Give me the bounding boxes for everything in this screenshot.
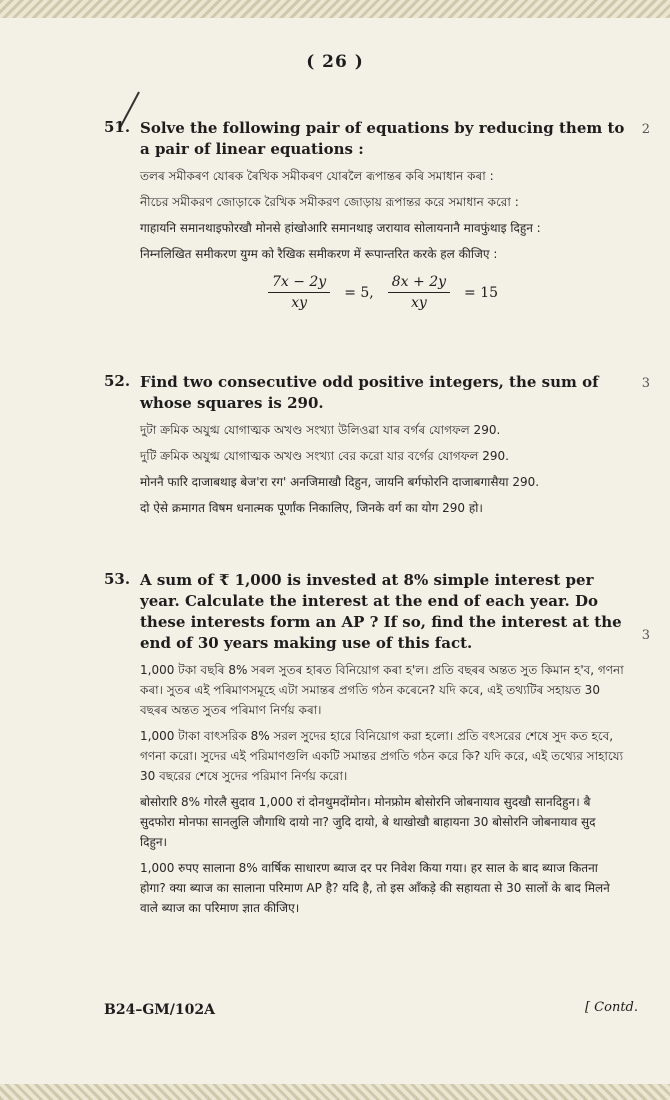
- translation-assamese: তলৰ সমীকৰণ যোৰক ৰৈখিক সমীকৰণ যোৰলৈ ৰূপান্তৰ কৰি সমাধান কৰা :: [140, 169, 494, 183]
- translation-assamese: দুটা ক্ৰমিক অযুগ্ম যোগাত্মক অখণ্ড সংখ্যা উলিওৱা যাৰ বৰ্গৰ যোগফল 290.: [140, 423, 501, 437]
- question-number: 51.: [104, 118, 131, 136]
- translation-bodo: गाहायनि समानथाइफोरखौ मोनसे हांखोआरि समानथाइ जरायाव सोलायनानै मावफुंथाइ दिहुन :: [140, 221, 541, 235]
- question-number: 52.: [104, 372, 131, 390]
- fraction-2: [388, 274, 450, 311]
- marks: 3: [641, 376, 650, 391]
- fraction-2-denominator: xy: [410, 295, 427, 311]
- translation-bengali: দুটি ক্রমিক অযুগ্ম যোগাত্মক অখণ্ড সংখ্যা বের করো যার বর্গের যোগফল 290.: [140, 449, 509, 463]
- fraction-1-denominator: xy: [291, 295, 307, 311]
- question-text-english: Find two consecutive odd positive integers, the sum of whose squares is 290.: [140, 373, 599, 412]
- paper-code: B24–GM/102A: [104, 1002, 215, 1018]
- fraction-1: [268, 274, 330, 311]
- question-number: 53.: [104, 570, 131, 588]
- translation-hindi: निम्नलिखित समीकरण युग्म को रैखिक समीकरण में रूपान्तरित करके हल कीजिए :: [140, 247, 498, 261]
- question-53: [104, 570, 650, 924]
- translation-bodo: बोसोरारि 8% गोरलै सुदाव 1,000 रां दोनथुमदोंमोन। मोनफ्रोम बोसोरनि जोबनायाव सुदखौ सानदिहुन। बै सुदफोरा मोनफा सानलुलि जौगाथि दायो ना? जुदि दायो, बे थाखोखौ बाहायना 30 बोसोरनि जोबनायाव सुद दिहुन।: [140, 795, 596, 849]
- marks: 2: [641, 122, 650, 137]
- equation-2-rhs: = 15: [464, 284, 499, 301]
- question-51: [104, 118, 650, 311]
- translation-hindi: 1,000 रुपए सालाना 8% वार्षिक साधारण ब्याज दर पर निवेश किया गया। हर साल के बाद ब्याज कितना होगा? क्या ब्याज का सालाना परिमाण AP है? यदि है, तो इस आँकड़े की सहायता से 30 सालों के बाद मिलने वाले ब्याज का परिमाण ज्ञात कीजिए।: [140, 861, 610, 915]
- question-text-english: A sum of ₹ 1,000 is invested at 8% simple interest per year. Calculate the interest at the end of each year. Do these interests form an AP ? If so, find the interest at the end of 30 years making use of this fact.: [140, 571, 622, 652]
- translation-bodo: मोननै फारि दाजाबथाइ बेज'रा रग' अनजिमाखौ दिहुन, जायनि बर्गफोरनि दाजाबगासैया 290.: [140, 475, 540, 489]
- fraction-2-numerator: 8x + 2y: [388, 274, 450, 293]
- translation-assamese: 1,000 টকা বছৰি 8% সৰল সুতৰ হাৰত বিনিয়োগ কৰা হ'ল। প্ৰতি বছৰৰ অন্তত সুত কিমান হ'ব, গণনা কৰা। সুতৰ এই পৰিমাণসমূহে এটা সমান্তৰ প্ৰগতি গঠন কৰেনে? যদি কৰে, এই তথ্যটিৰ সহায়ত 30 বছৰৰ অন্তত সুতৰ পৰিমাণ নিৰ্ণয় কৰা।: [140, 663, 624, 717]
- fraction-1-numerator: 7x − 2y: [268, 274, 330, 293]
- marks: 3: [641, 628, 650, 643]
- continued-label: [ Contd.: [584, 1000, 638, 1015]
- question-text-english: Solve the following pair of equations by reducing them to a pair of linear equations :: [140, 119, 625, 158]
- page-top-edge: [0, 0, 670, 18]
- translation-bengali: নীচের সমীকরণ জোড়াকে রৈখিক সমীকরণ জোড়ায় রূপান্তর করে সমাধান করো :: [140, 195, 519, 209]
- equation-pair: [140, 274, 626, 311]
- question-52: [104, 372, 650, 524]
- page-number: ( 26 ): [306, 52, 364, 72]
- equation-1-rhs: = 5,: [344, 284, 374, 301]
- translation-hindi: दो ऐसे क्रमागत विषम धनात्मक पूर्णांक निकालिए, जिनके वर्ग का योग 290 हो।: [140, 501, 483, 515]
- page-bottom-edge: [0, 1084, 670, 1100]
- translation-bengali: 1,000 টাকা বাৎসরিক 8% সরল সুদের হারে বিনিয়োগ করা হলো। প্রতি বৎসরের শেষে সুদ কত হবে, গণনা করো। সুদের এই পরিমাণগুলি একটি সমান্তর প্রগতি গঠন করে কি? যদি করে, এই তথ্যের সাহায্যে 30 বছরের শেষে সুদের পরিমাণ নির্ণয় করো।: [140, 729, 624, 783]
